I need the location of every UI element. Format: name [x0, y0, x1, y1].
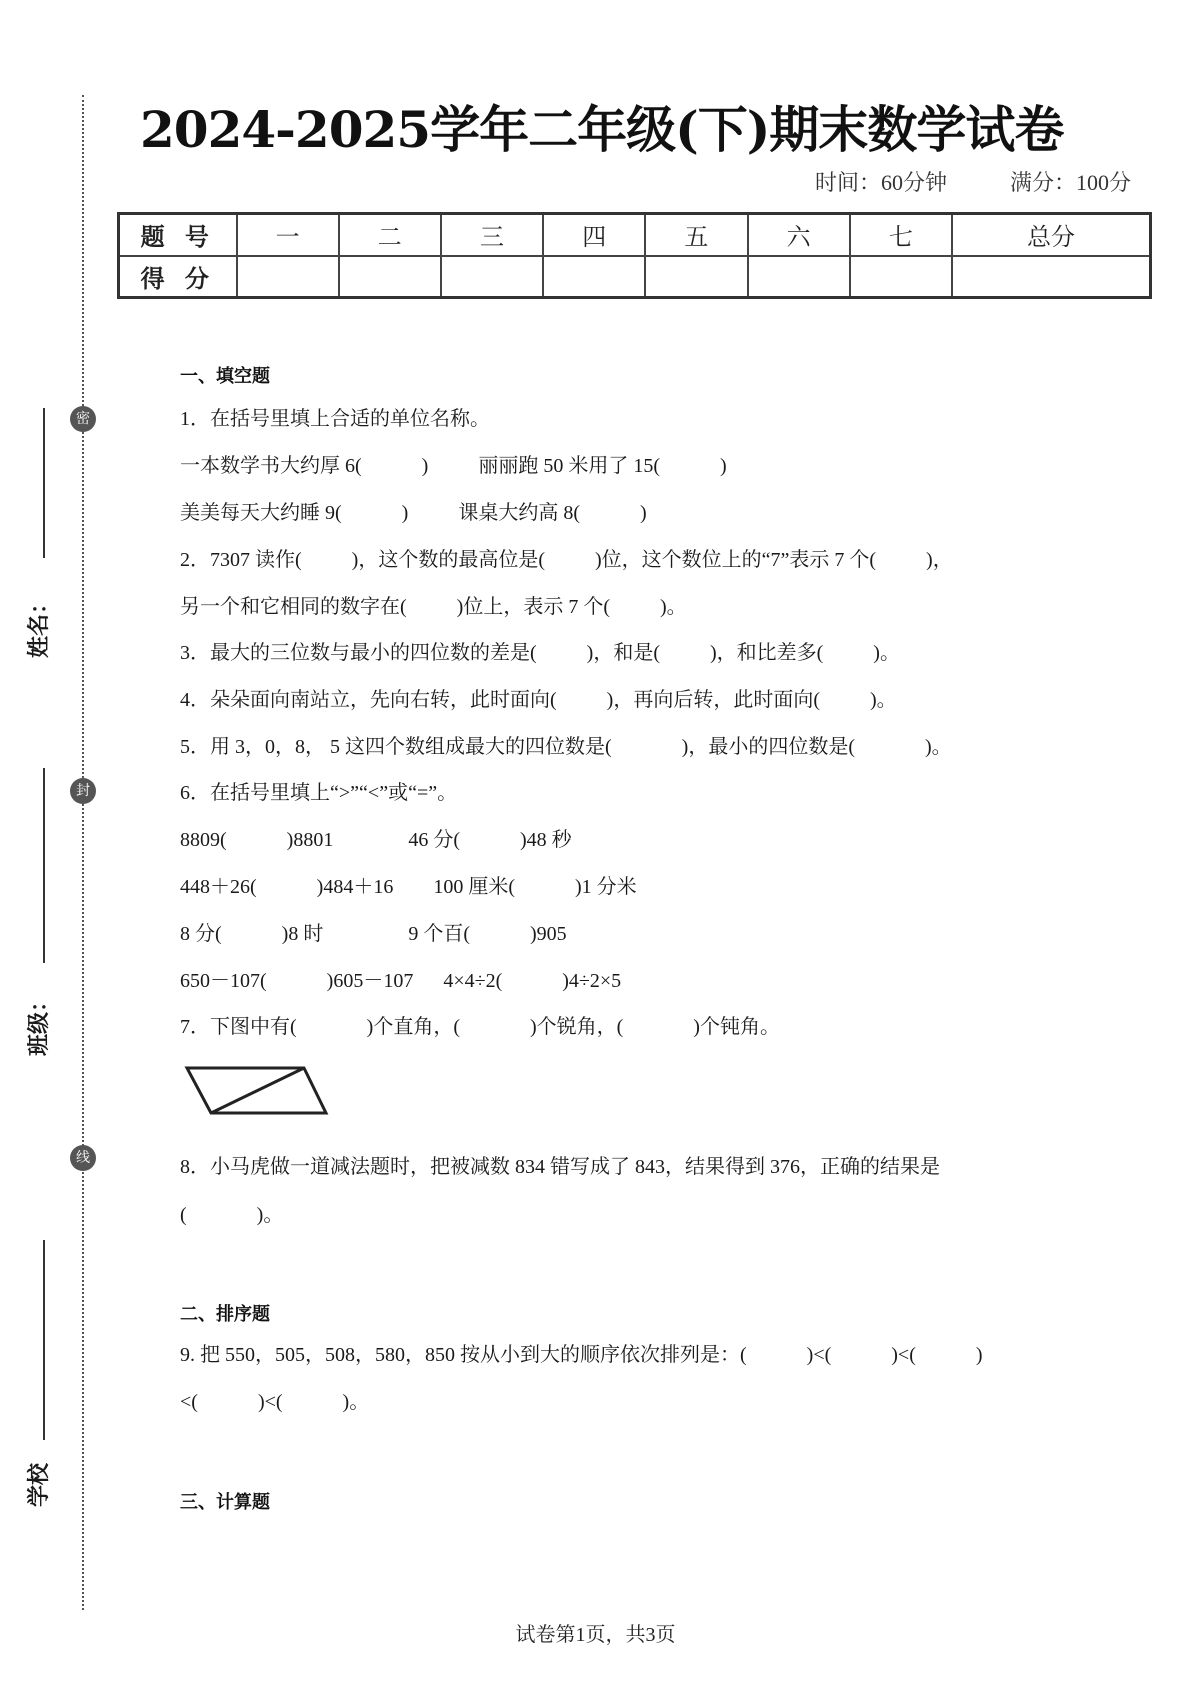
- question-1: 1．在括号里填上合适的单位名称。: [180, 408, 490, 430]
- score-cell[interactable]: [952, 256, 1151, 298]
- col-header: 六: [748, 214, 850, 256]
- score-cell[interactable]: [339, 256, 441, 298]
- col-header: 五: [645, 214, 747, 256]
- question-5: 5．用 3，0，8， 5 这四个数组成最大的四位数是( )，最小的四位数是( )。: [180, 736, 952, 758]
- parallelogram-figure: [180, 1062, 340, 1127]
- class-field-line[interactable]: [43, 768, 45, 963]
- exam-full-score: 满分：100分: [1010, 170, 1132, 195]
- school-label: 学校: [26, 1462, 52, 1507]
- name-label: 姓名：: [26, 591, 52, 658]
- name-field-line[interactable]: [43, 408, 45, 558]
- exam-time: 时间：60分钟: [815, 170, 948, 195]
- question-2-cont: 另一个和它相同的数字在( )位上，表示 7 个( )。: [180, 596, 687, 618]
- question-1-a: 一本数学书大约厚 6( ) 丽丽跑 50 米用了 15( ): [180, 455, 727, 477]
- col-header: 七: [850, 214, 952, 256]
- section-title-fill-blank: 一、填空题: [180, 366, 270, 387]
- question-1-b: 美美每天大约睡 9( ) 课桌大约高 8( ): [180, 502, 647, 524]
- page-footer: 试卷第1页，共3页: [515, 1624, 676, 1646]
- score-cell[interactable]: [543, 256, 645, 298]
- seal-xian-icon: 线: [70, 1145, 96, 1171]
- class-label: 班级：: [26, 989, 52, 1056]
- question-9-cont: <( )<( )。: [180, 1391, 370, 1413]
- question-6-b: 448＋26( )484＋16 100 厘米( )1 分米: [180, 876, 637, 898]
- question-9: 9. 把 550，505，508，580，850 按从小到大的顺序依次排列是：( )<( )<( ): [180, 1344, 983, 1366]
- section-title-calculation: 三、计算题: [180, 1492, 270, 1513]
- question-6-c: 8 分( )8 时 9 个百( )905: [180, 923, 567, 945]
- seal-mi-icon: 密: [70, 406, 96, 432]
- question-3: 3．最大的三位数与最小的四位数的差是( )，和是( )，和比差多( )。: [180, 642, 900, 664]
- section-title-ordering: 二、排序题: [180, 1304, 270, 1325]
- col-header: 总分: [952, 214, 1151, 256]
- binding-dotted-line: [82, 95, 84, 1610]
- col-header: 一: [237, 214, 339, 256]
- score-cell[interactable]: [237, 256, 339, 298]
- score-cell[interactable]: [645, 256, 747, 298]
- question-6: 6．在括号里填上“>”“<”或“=”。: [180, 782, 458, 804]
- question-7: 7．下图中有( )个直角，( )个锐角，( )个钝角。: [180, 1016, 780, 1038]
- question-4: 4．朵朵面向南站立，先向右转，此时面向( )，再向后转，此时面向( )。: [180, 689, 897, 711]
- parallelogram-with-diagonal-icon: [180, 1062, 340, 1122]
- score-table-header-row: [119, 214, 1151, 256]
- school-field-line[interactable]: [43, 1240, 45, 1440]
- question-8: 8．小马虎做一道减法题时，把被减数 834 错写成了 843，结果得到 376，正确的结果是: [180, 1156, 940, 1178]
- question-6-a: 8809( )8801 46 分( )48 秒: [180, 829, 572, 851]
- question-6-d: 650－107( )605－107 4×4÷2( )4÷2×5: [180, 970, 622, 992]
- score-cell[interactable]: [748, 256, 850, 298]
- score-cell[interactable]: [441, 256, 543, 298]
- question-8-answer: ( )。: [180, 1204, 284, 1226]
- page-title: 2024-2025学年二年级(下)期末数学试卷: [140, 100, 1064, 159]
- col-header: 四: [543, 214, 645, 256]
- score-table: [117, 212, 1152, 299]
- col-header: 三: [441, 214, 543, 256]
- row-label-question: 题 号: [119, 214, 237, 256]
- question-2: 2．7307 读作( )，这个数的最高位是( )位，这个数位上的“7”表示 7 个( )，: [180, 549, 953, 571]
- col-header: 二: [339, 214, 441, 256]
- score-cell[interactable]: [850, 256, 952, 298]
- seal-feng-icon: 封: [70, 778, 96, 804]
- row-label-score: 得 分: [119, 256, 237, 298]
- score-table-score-row: [119, 256, 1151, 298]
